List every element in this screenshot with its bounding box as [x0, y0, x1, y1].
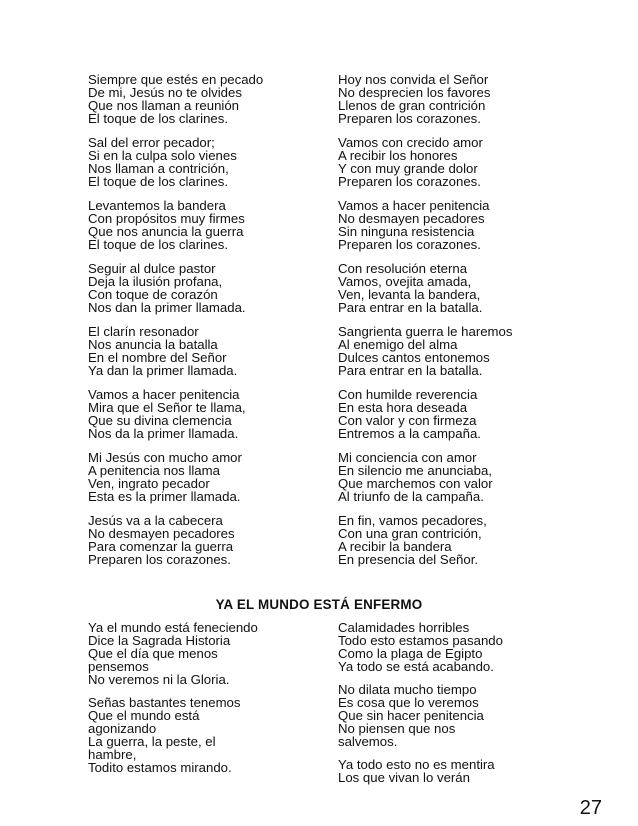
verse-line: Entremos a la campaña. [338, 426, 481, 441]
verse-line: No desmayen pecadores [338, 211, 485, 226]
verse-line: Al triunfo de la campaña. [338, 489, 484, 504]
verse-line: Preparen los corazones. [338, 237, 481, 252]
section-title: YA EL MUNDO ESTÁ ENFERMO [215, 597, 423, 612]
verse-line: En esta hora deseada [338, 400, 468, 415]
verse-line: Levantemos la bandera [88, 198, 226, 213]
verse-line: Preparen los corazones. [338, 174, 481, 189]
verse-line: Esta es la primer llamada. [88, 489, 241, 504]
stanza [88, 696, 323, 774]
verse-line: Todo esto estamos pasando [338, 633, 503, 648]
stanza [88, 514, 323, 566]
verse-line: Ya todo esto no es mentira [338, 757, 495, 772]
verse-line: Nos llaman a contrición, [88, 161, 229, 176]
verse-line: Que nos llaman a reunión [88, 98, 240, 113]
verse-line: No desprecien los favores [338, 85, 491, 100]
verse-line: Que el día que menos [88, 646, 218, 661]
verse-line: Todito estamos mirando. [88, 760, 232, 775]
verse-line: El clarín resonador [88, 324, 199, 339]
verse-line: Con valor y con firmeza [338, 413, 477, 428]
stanza [338, 388, 598, 440]
verse-line: El toque de los clarines. [88, 174, 229, 189]
verse-line: Que sin hacer penitencia [338, 708, 484, 723]
verse-line: Con propósitos muy firmes [88, 211, 245, 226]
verse-line: En presencia del Señor. [338, 552, 479, 567]
verse-line: En fin, vamos pecadores, [338, 513, 487, 528]
verse-line: Hoy nos convida el Señor [338, 72, 489, 87]
stanza [88, 73, 323, 125]
verse-line: Que nos anuncia la guerra [88, 224, 244, 239]
verse-line: Ya el mundo está feneciendo [88, 620, 258, 635]
stanza [338, 451, 598, 503]
verse-line: No dilata mucho tiempo [338, 682, 477, 697]
stanza [88, 621, 323, 686]
verse-line: Que el mundo está [88, 708, 200, 723]
verse-line: En silencio me anunciaba, [338, 463, 492, 478]
stanza [338, 136, 598, 188]
verse-line: Con toque de corazón [88, 287, 218, 302]
verse-line: No desmayen pecadores [88, 526, 235, 541]
verse-line: agonizando [88, 721, 157, 736]
stanza [88, 451, 323, 503]
verse-line: Preparen los corazones. [338, 111, 481, 126]
verse-line: El toque de los clarines. [88, 111, 229, 126]
verse-line: pensemos [88, 659, 149, 674]
verse-line: A recibir los honores [338, 148, 458, 163]
stanza [338, 325, 598, 377]
verse-line: Ya dan la primer llamada. [88, 363, 238, 378]
verse-line: Vamos a hacer penitencia [338, 198, 490, 213]
stanza [88, 262, 323, 314]
stanza [88, 136, 323, 188]
verse-line: salvemos. [338, 734, 398, 749]
verse-line: Siempre que estés en pecado [88, 72, 264, 87]
verse-line: Dice la Sagrada Historia [88, 633, 231, 648]
verse-line: En el nombre del Señor [88, 350, 227, 365]
stanza [338, 758, 598, 784]
verse-line: No piensen que nos [338, 721, 456, 736]
stanza [338, 683, 598, 748]
verse-line: Nos dan la primer llamada. [88, 300, 246, 315]
bottom-right-column [338, 621, 598, 794]
verse-line: Ven, levanta la bandera, [338, 287, 481, 302]
stanza [338, 73, 598, 125]
verse-line: Es cosa que lo veremos [338, 695, 479, 710]
verse-line: Vamos con crecido amor [338, 135, 483, 150]
verse-line: Como la plaga de Egipto [338, 646, 483, 661]
top-right-column [338, 73, 598, 577]
verse-line: Vamos, ovejita amada, [338, 274, 472, 289]
verse-line: Con resolución eterna [338, 261, 468, 276]
verse-line: El toque de los clarines. [88, 237, 229, 252]
verse-line: Señas bastantes tenemos [88, 695, 241, 710]
verse-line: Y con muy grande dolor [338, 161, 478, 176]
verse-line: Con humilde reverencia [338, 387, 478, 402]
stanza [338, 199, 598, 251]
stanza [88, 325, 323, 377]
verse-line: Ven, ingrato pecador [88, 476, 210, 491]
verse-line: Mi Jesús con mucho amor [88, 450, 242, 465]
stanza [338, 514, 598, 566]
verse-line: Los que vivan lo verán [338, 770, 470, 785]
verse-line: Para comenzar la guerra [88, 539, 234, 554]
verse-line: Si en la culpa solo vienes [88, 148, 237, 163]
verse-line: Jesús va a la cabecera [88, 513, 223, 528]
stanza [338, 621, 598, 673]
stanza [88, 199, 323, 251]
verse-line: A penitencia nos llama [88, 463, 220, 478]
verse-line: Preparen los corazones. [88, 552, 231, 567]
verse-line: Mi conciencia con amor [338, 450, 477, 465]
verse-line: Que su divina clemencia [88, 413, 232, 428]
verse-line: Con una gran contrición, [338, 526, 482, 541]
verse-line: Vamos a hacer penitencia [88, 387, 240, 402]
verse-line: Nos anuncia la batalla [88, 337, 218, 352]
verse-line: Sal del error pecador; [88, 135, 215, 150]
verse-line: A recibir la bandera [338, 539, 452, 554]
verse-line: Sin ninguna resistencia [338, 224, 475, 239]
verse-line: Mira que el Señor te llama, [88, 400, 246, 415]
verse-line: Nos da la primer llamada. [88, 426, 239, 441]
verse-line: Deja la ilusión profana, [88, 274, 223, 289]
verse-line: Sangrienta guerra le haremos [338, 324, 513, 339]
verse-line: Ya todo se está acabando. [338, 659, 494, 674]
verse-line: De mi, Jesús no te olvides [88, 85, 242, 100]
verse-line: Que marchemos con valor [338, 476, 493, 491]
verse-line: Para entrar en la batalla. [338, 300, 483, 315]
stanza [338, 262, 598, 314]
verse-line: Dulces cantos entonemos [338, 350, 490, 365]
top-left-column [88, 73, 323, 577]
page-number: 27 [579, 797, 602, 819]
verse-line: No veremos ni la Gloria. [88, 672, 230, 687]
verse-line: hambre, [88, 747, 137, 762]
stanza [88, 388, 323, 440]
verse-line: Calamidades horribles [338, 620, 470, 635]
verse-line: Seguir al dulce pastor [88, 261, 216, 276]
verse-line: Llenos de gran contrición [338, 98, 486, 113]
verse-line: La guerra, la peste, el [88, 734, 216, 749]
bottom-left-column [88, 621, 323, 784]
verse-line: Al enemigo del alma [338, 337, 458, 352]
verse-line: Para entrar en la batalla. [338, 363, 483, 378]
